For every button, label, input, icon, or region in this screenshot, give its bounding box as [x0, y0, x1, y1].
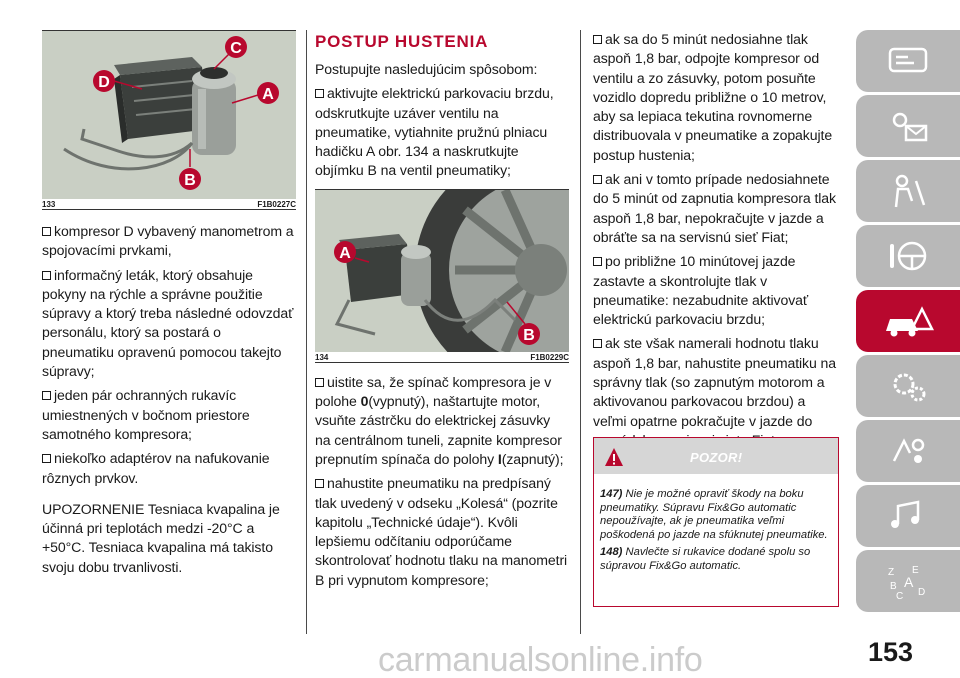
tyre-inflation-illustration	[315, 190, 569, 352]
checkbox-bullet-icon	[42, 391, 51, 400]
figure-134	[315, 189, 569, 363]
tab-car-knowledge[interactable]	[856, 30, 960, 92]
svg-text:Z: Z	[888, 567, 895, 578]
intro-text: Postupujte nasledujúcim spôsobom:	[315, 61, 538, 77]
section-title: POSTUP HUSTENIA	[315, 32, 489, 51]
tab-warning-lights[interactable]	[856, 95, 960, 157]
checkbox-bullet-icon	[315, 479, 324, 488]
svg-text:A: A	[904, 574, 914, 590]
checkbox-bullet-icon	[42, 227, 51, 236]
checkbox-bullet-icon	[593, 175, 602, 184]
chapter-tabs	[856, 30, 960, 615]
technical-data-icon	[884, 431, 932, 471]
svg-text:D: D	[918, 587, 926, 598]
multimedia-icon	[884, 496, 932, 536]
tab-safety[interactable]	[856, 160, 960, 222]
figure-134-caption	[315, 352, 569, 362]
list-item: jeden pár ochranných rukavíc umiestnených v bočnom priestore samotného kompresora;	[42, 387, 250, 442]
svg-text:C: C	[896, 591, 904, 601]
warning-triangle-icon	[604, 447, 624, 467]
sealant-note: UPOZORNENIE Tesniaca kvapalina je účinná pri teplotách medzi -20°C a +50°C. Tesniaca kvapalina má takisto svoju dobu trvanlivosti.	[42, 500, 280, 575]
page-number: 153	[868, 637, 914, 667]
column-divider-left	[306, 30, 307, 634]
compressor-illustration	[42, 31, 296, 199]
callout-b-label: B	[523, 326, 535, 344]
watermark-text: carmanualsonline.info	[378, 641, 703, 678]
equipment-list	[42, 222, 296, 488]
tab-multimedia[interactable]	[856, 485, 960, 547]
list-item: aktivujte elektrickú parkovaciu brzdu, odskrutkujte uzáver ventilu na pneumatike, vytiahnite pružnú plniacu hadičku A obr. 134 a naskrutkujte objímku B na ventil pneumatiky;	[315, 85, 554, 179]
list-item: ak sa do 5 minút nedosiahne tlak aspoň 1,8 bar, odpojte kompresor od ventilu a zo zásuvky, potom posuňte vozidlo dopredu približne o 10 metrov, aby sa lepiaca tekutina rovnomerne distribuovala v pneumatike a zopakujte postup hustenia;	[593, 31, 833, 163]
warning-note: 148) Navlečte si rukavice dodané spolu so súpravou Fix&Go automatic.	[600, 546, 811, 572]
steering-wheel-icon	[884, 236, 932, 276]
column-2	[315, 30, 569, 595]
list-item: uistite sa, že spínač kompresora je v polohe 0(vypnutý), naštartujte motor, vsuňte zástrčku do elektrickej zásuvky na centrálnom tuneli, zapnite kompresor prepnutím spínača do polohy I(zapnutý);	[315, 373, 564, 467]
svg-text:B: B	[890, 581, 897, 592]
warning-header	[594, 438, 838, 474]
service-gears-icon	[884, 366, 932, 406]
tab-in-an-emergency[interactable]	[856, 290, 960, 352]
checkbox-bullet-icon	[42, 271, 51, 280]
list-item: kompresor D vybavený manometrom a spojovacími prvkami,	[42, 223, 294, 259]
callout-d-label: D	[98, 74, 110, 91]
figure-133-code: F1B0227C	[257, 200, 296, 209]
warning-title: POZOR!	[690, 450, 743, 465]
callout-c-label: C	[230, 40, 242, 57]
tab-starting-driving[interactable]	[856, 225, 960, 287]
emergency-car-icon	[882, 301, 934, 341]
callout-a-label: A	[339, 244, 351, 262]
list-item: po približne 10 minútovej jazde zastavte a skontrolujte tlak v pneumatike: nezabudnite aktivovať elektrickú parkovaciu brzdu;	[593, 253, 809, 328]
figure-133-caption	[42, 199, 296, 209]
svg-text:E: E	[912, 565, 919, 576]
figure-133	[42, 30, 296, 210]
warning-body	[594, 474, 838, 574]
list-item: niekoľko adaptérov na nafukovanie rôznych prvkov.	[42, 450, 270, 486]
checkbox-bullet-icon	[593, 339, 602, 348]
tab-index[interactable]	[856, 550, 960, 612]
warning-lights-icon	[884, 106, 932, 146]
list-item: informačný leták, ktorý obsahuje pokyny na rýchle a správne použitie súpravy a ktorý treba následné odovzdať personálu, ktorý sa postará o pneumatiku opravenú pomocou takejto súpravy;	[42, 266, 294, 380]
checkbox-bullet-icon	[42, 454, 51, 463]
index-letters-icon	[882, 561, 934, 601]
tab-servicing-care[interactable]	[856, 355, 960, 417]
checkbox-bullet-icon	[593, 257, 602, 266]
column-1	[42, 30, 296, 582]
column-divider-right	[580, 30, 581, 634]
checkbox-bullet-icon	[593, 35, 602, 44]
column-3	[593, 30, 839, 455]
warning-note: 147) Nie je možné opraviť škody na boku pneumatiky. Súpravu Fix&Go automatic nepoužívajte, ak je pneumatika veľmi poškodená po jazde na sfúknutej pneumatike.	[600, 488, 828, 541]
figure-134-number: 134	[315, 352, 329, 362]
list-item: ak ani v tomto prípade nedosiahnete do 5 minút od zapnutia kompresora tlak aspoň 1,8 bar, nepokračujte v jazde a obráťte sa na servisnú sieť Fiat;	[593, 171, 836, 245]
car-dashboard-icon	[884, 41, 932, 81]
figure-134-code: F1B0229C	[530, 352, 569, 362]
callout-a-label: A	[262, 86, 274, 103]
procedure-list	[315, 373, 569, 590]
tab-technical-data[interactable]	[856, 420, 960, 482]
figure-133-number: 133	[42, 200, 56, 209]
list-item: ak ste však namerali hodnotu tlaku aspoň 1,8 bar, nahustite pneumatiku na správny tlak (so zapnutým motorom a aktivovanou parkovacou brzdou) a veľmi opatrne pokračujte v jazde do	[593, 335, 837, 429]
list-item: nahustite pneumatiku na predpísaný tlak uvedený v odseku „Kolesá“ (pozrite kapitolu „Technické údaje“). Kvôli lepšiemu odčítaniu odporúčame skontrolovať hodnotu tlaku na manometri B pri vypnutom kompresore;	[315, 475, 568, 588]
callout-b-label: B	[184, 172, 196, 189]
seatbelt-airbag-icon	[884, 171, 932, 211]
warning-box	[593, 437, 839, 607]
checkbox-bullet-icon	[315, 378, 324, 387]
checkbox-bullet-icon	[315, 89, 324, 98]
